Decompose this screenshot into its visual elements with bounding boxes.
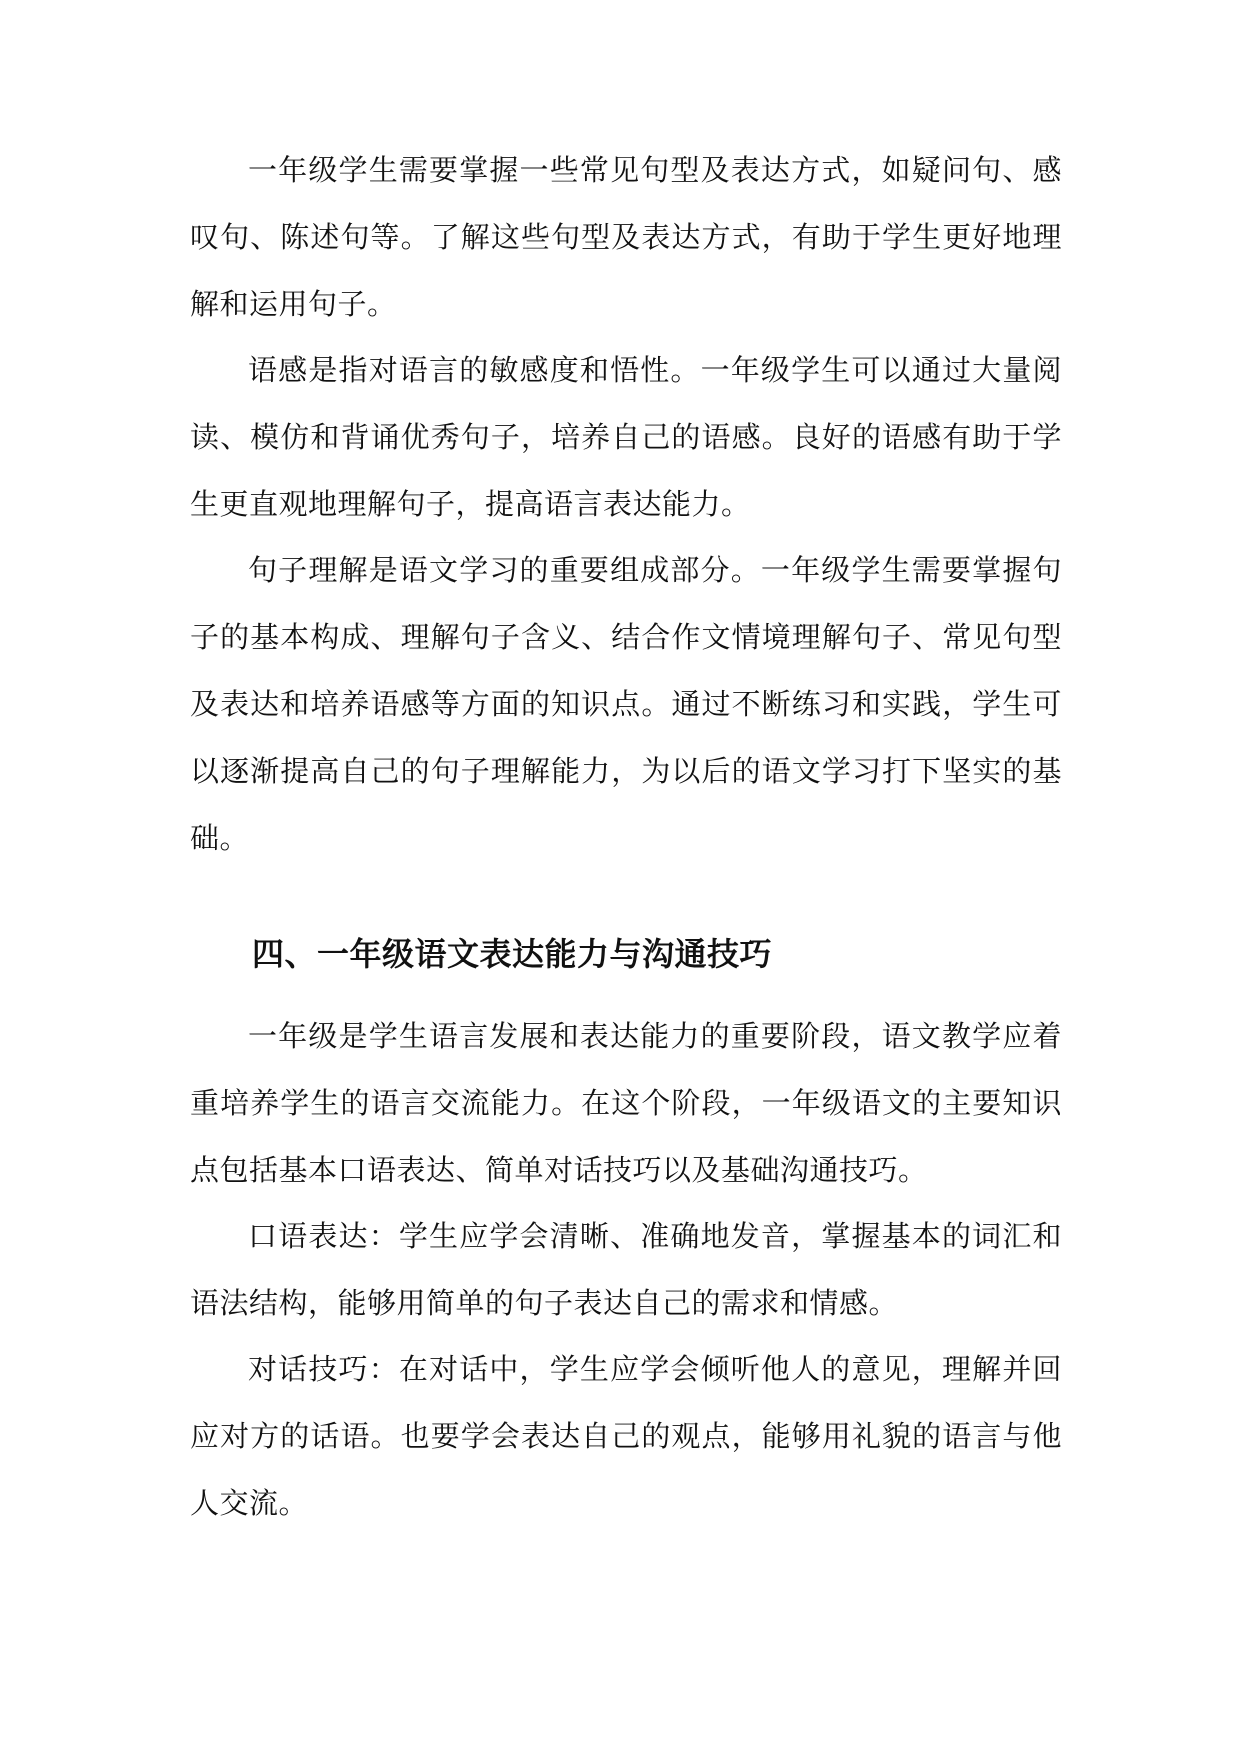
paragraph-sentence-patterns: 一年级学生需要掌握一些常见句型及表达方式，如疑问句、感叹句、陈述句等。了解这些句型及表达方式，有助于学生更好地理解和运用句子。 xyxy=(190,153,1062,321)
paragraph-oral-expression: 口语表达：学生应学会清晰、准确地发音，掌握基本的词汇和语法结构，能够用简单的句子表达自己的需求和情感。 xyxy=(190,1219,1062,1320)
paragraph-expression-intro: 一年级是学生语言发展和表达能力的重要阶段，语文教学应着重培养学生的语言交流能力。在这个阶段，一年级语文的主要知识点包括基本口语表达、简单对话技巧以及基础沟通技巧。 xyxy=(190,1019,1062,1187)
paragraph-sentence-understanding: 句子理解是语文学习的重要组成部分。一年级学生需要掌握句子的基本构成、理解句子含义、结合作文情境理解句子、常见句型及表达和培养语感等方面的知识点。通过不断练习和实践，学生可以逐渐提高自己的句子理解能力，为以后的语文学习打下坚实的基础。 xyxy=(190,553,1062,855)
paragraph-language-sense: 语感是指对语言的敏感度和悟性。一年级学生可以通过大量阅读、模仿和背诵优秀句子，培养自己的语感。良好的语感有助于学生更直观地理解句子，提高语言表达能力。 xyxy=(190,353,1062,521)
paragraph-dialogue-skills: 对话技巧：在对话中，学生应学会倾听他人的意见，理解并回应对方的话语。也要学会表达自己的观点，能够用礼貌的语言与他人交流。 xyxy=(190,1352,1062,1520)
section-heading: 四、一年级语文表达能力与沟通技巧 xyxy=(252,935,773,973)
